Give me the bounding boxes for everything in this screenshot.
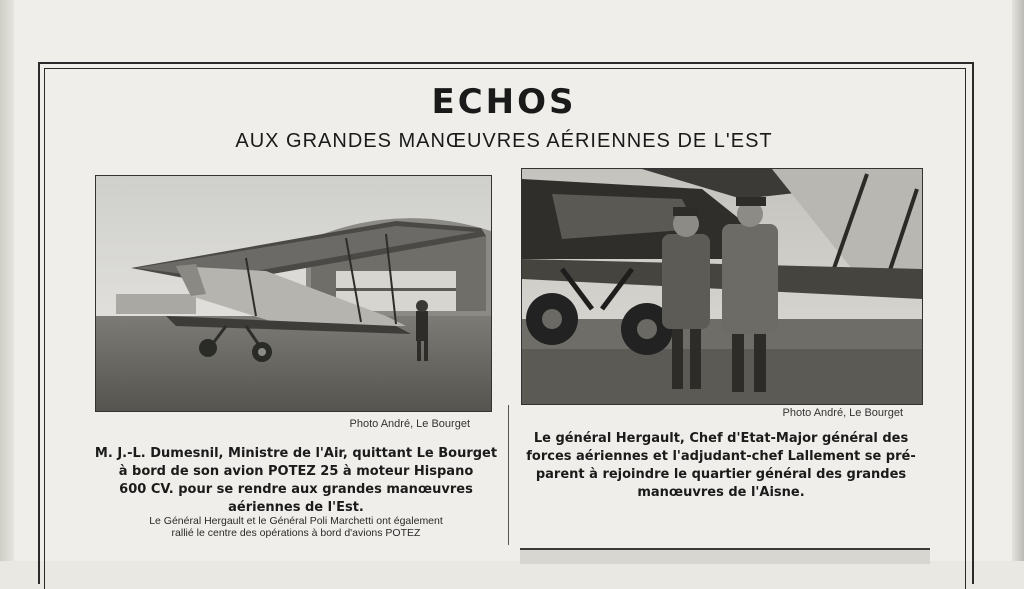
caption-line: parent à rejoindre le quartier général des grandes (535, 467, 907, 482)
page-edge-left (0, 0, 14, 561)
photo-credit-right: Photo André, Le Bourget (782, 407, 903, 419)
next-article-edge (520, 548, 930, 564)
photo-officers (521, 168, 923, 405)
page-title: ECHOS (431, 82, 577, 122)
note-line: rallié le centre des opérations à bord d'avions POTEZ (171, 527, 421, 539)
caption-left (92, 445, 500, 517)
column-divider (508, 405, 509, 545)
page-subtitle: AUX GRANDES MANŒUVRES AÉRIENNES DE L'EST (235, 130, 773, 152)
photo-credit-left: Photo André, Le Bourget (349, 418, 470, 430)
photo-biplane (95, 175, 492, 412)
caption-line: manœuvres de l'Aisne. (637, 485, 805, 500)
caption-line: à bord de son avion POTEZ 25 à moteur Hispano (118, 464, 474, 479)
note-line: Le Général Hergault et le Général Poli Marchetti ont également (149, 515, 443, 527)
caption-line: M. J.-L. Dumesnil, Ministre de l'Air, quittant Le Bourget (94, 446, 498, 461)
caption-line: 600 CV. pour se rendre aux grandes manœuvres (119, 482, 473, 497)
caption-line: Le général Hergault, Chef d'Etat-Major général des (533, 431, 909, 446)
page-edge-right (1012, 0, 1024, 561)
caption-line: forces aériennes et l'adjudant-chef Lallement se pré- (526, 449, 916, 464)
caption-note-left (92, 515, 500, 539)
caption-line: aériennes de l'Est. (228, 500, 364, 515)
caption-right (521, 430, 921, 502)
